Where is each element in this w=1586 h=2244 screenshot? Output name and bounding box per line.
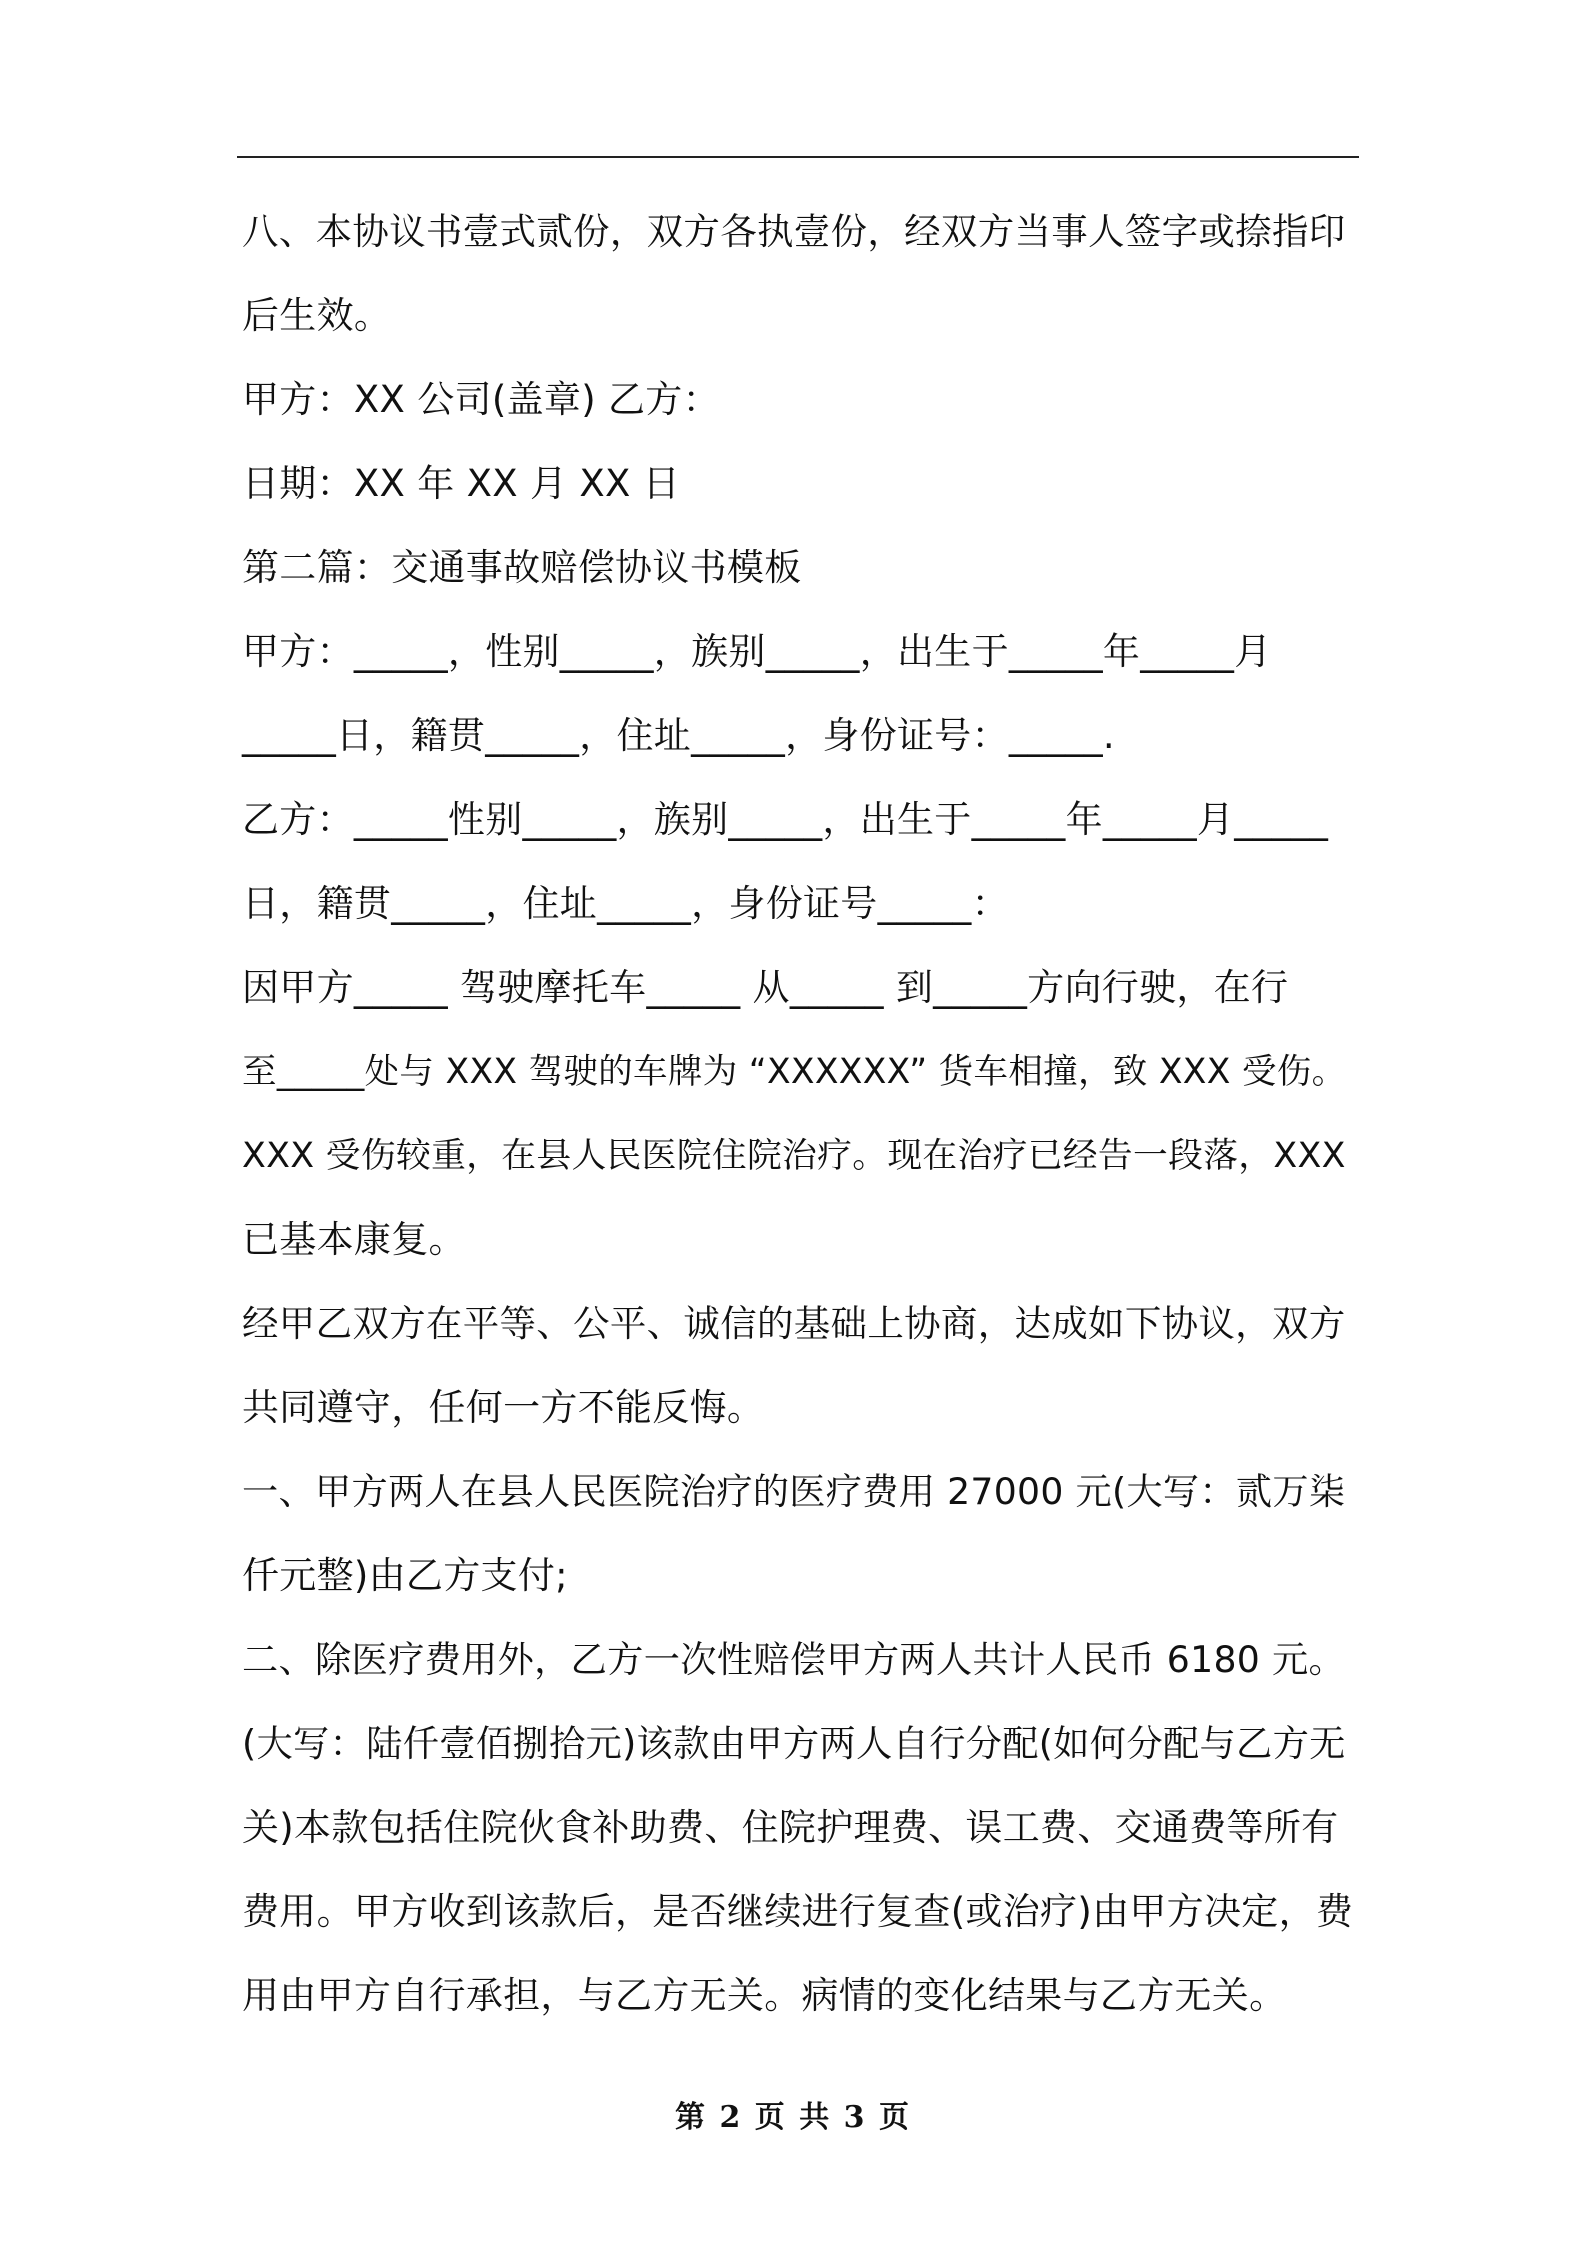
agreement-intro-line-1: 经甲乙双方在平等、公平、诚信的基础上协商，达成如下协议，双方 [242,1302,1346,1345]
section-title: 第二篇：交通事故赔偿协议书模板 [242,546,802,589]
incident-line-3: XXX 受伤较重，在县人民医院住院治疗。现在治疗已经告一段落，XXX [242,1136,1346,1176]
incident-line-1: 因甲方_____ 驾驶摩托车_____ 从_____ 到_____方向行驶，在行 [242,966,1289,1009]
party-b-line-2: 日，籍贯_____，住址_____，身份证号_____： [242,882,1009,925]
clause-8-line-1: 八、本协议书壹式贰份，双方各执壹份，经双方当事人签字或捺指印 [242,210,1346,253]
clause-2-line-1: 二、除医疗费用外，乙方一次性赔偿甲方两人共计人民币 6180 元。 [242,1638,1346,1681]
party-a-line-1: 甲方：_____，性别_____，族别_____，出生于_____年_____月 [242,630,1272,673]
incident-line-2: 至_____处与 XXX 驾驶的车牌为 “XXXXXX” 货车相撞，致 XXX 受伤。 [242,1052,1347,1092]
header-rule [237,156,1359,158]
clause-2-line-4: 费用。甲方收到该款后，是否继续进行复查(或治疗)由甲方决定，费 [242,1890,1354,1933]
clause-2-line-2: (大写：陆仟壹佰捌拾元)该款由甲方两人自行分配(如何分配与乙方无 [242,1722,1346,1765]
page-number: 第 2 页 共 3 页 [675,2100,911,2135]
clause-1-line-2: 仟元整)由乙方支付; [242,1554,568,1597]
clause-8-line-2: 后生效。 [242,294,392,337]
party-a-line-2: _____日，籍贯_____，住址_____，身份证号：_____. [242,714,1115,757]
clause-1-line-1: 一、甲方两人在县人民医院治疗的医疗费用 27000 元(大写：贰万柒 [242,1470,1346,1513]
party-b-line-1: 乙方：_____性别_____，族别_____，出生于_____年_____月_____ [242,798,1329,841]
document-body [242,190,1357,2038]
clause-2-line-5: 用由甲方自行承担，与乙方无关。病情的变化结果与乙方无关。 [242,1974,1287,2017]
agreement-intro-line-2: 共同遵守，任何一方不能反悔。 [242,1386,765,1429]
signature-party-line: 甲方：XX 公司(盖章) 乙方： [242,378,720,421]
date-line: 日期：XX 年 XX 月 XX 日 [242,462,680,505]
incident-line-4: 已基本康复。 [242,1218,466,1261]
clause-2-line-3: 关)本款包括住院伙食补助费、住院护理费、误工费、交通费等所有 [242,1806,1339,1849]
